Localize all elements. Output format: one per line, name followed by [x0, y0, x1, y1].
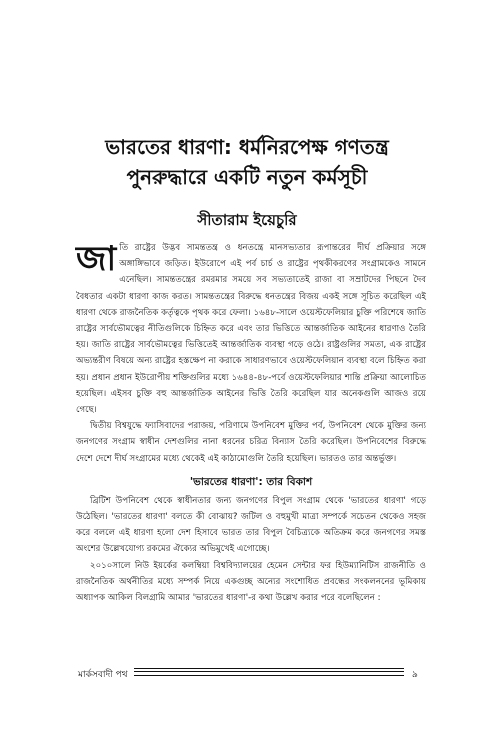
author-name: সীতারাম ইয়েচুরি: [197, 211, 297, 229]
footer-divider: [134, 668, 404, 676]
paragraph-4: ২০১০সালে নিউ ইয়র্কের কলম্বিয়া বিশ্ববিদ্যালয়ের হেমেন সেন্টার ফর হিউম্যানিটিস রাজনীতি ও রাজনৈতিক অর্থনীতির মধ্যে সম্পর্ক নিয়ে একগুচ্ছ অন্যের সংশোধিত প্রবন্ধের সংকলননের ভূমিকায় অধ্যাপক আকিল বিলগ্রামি আমার 'ভারতের ধারণা'-র কথা উল্লেখ করার পরে বলেছিলেন :: [76, 560, 426, 604]
drop-cap: জা: [76, 239, 117, 279]
article-body: [76, 240, 426, 606]
page-number: ৯: [412, 670, 418, 680]
paragraph-3: ব্রিটিশ উপনিবেশ থেকে স্বাধীনতার জন্য জনগণের বিপুল সংগ্রাম থেকে 'ভারতের ধারণা' গড়ে উঠেছিল। 'ভারতের ধারণা' বলতে কী বোঝায়? জটিল ও বহুমুখী মাত্রা সম্পর্কে সচেতন থেকেও সহজ করে বললে এই ধারণা হলো দেশ হিসাবে ভারত তার বিপুল বৈচিত্র্যকে অতিক্রম করে জনগণের সমস্ত অংশের উল্লেখযোগ্য রকমের ঐক্যের অভিমুখেই এগোচ্ছে।: [76, 495, 426, 555]
section-subheading: 'ভারতের ধারণা': তার বিকাশ: [189, 475, 313, 488]
paragraph-1: [76, 240, 426, 418]
footer-publication: মার্কসবাদী পথ: [78, 670, 128, 680]
article-title-line-1: ভারতের ধারণা: ধর্মনিরপেক্ষ গণতন্ত্র: [105, 135, 389, 159]
paragraph-2: দ্বিতীয় বিশ্বযুদ্ধে ফ্যাসিবাদের পরাজয়, পরিণামে উপনিবেশ মুক্তির পর্ব, উপনিবেশ থেকে মুক্তির জন্য জনগণের সংগ্রাম স্বাধীন দেশগুলির নানা ধরনের চরিত্র বিন্যাস তৈরি করেছিল। উপনিবেশের বিরুদ্ধে দেশে দেশে দীর্ঘ সংগ্রামের মধ্যে থেকেই এই কাঠামোগুলি তৈরি হয়েছিল। ভারতও তার অন্তর্ভুক্ত।: [76, 421, 426, 464]
article-title-line-2: পুনরুদ্ধারে একটি নতুন কর্মসূচী: [126, 165, 368, 189]
paragraph-1-text: তি রাষ্ট্রের উদ্ভব সামন্ততন্ত্র ও ধনতন্ত্রে মানসভ্যতার রূপান্তরের দীর্ঘ প্রক্রিয়ার সঙ্গে অঙ্গাঙ্গিভাবে জড়িত। ইউরোপে এই পর্ব চার্চ ও রাষ্ট্রের পৃথকীকরণের সংগ্রামকেও সামনে এনেছিল। সামন্ততন্ত্রের রমরমার সময়ে সব সভ্যতাতেই রাজা বা সম্রাটদের পিছনে দৈব বৈধতার একটা ধারণা কাজ করত। সামন্ততন্ত্রের বিরুদ্ধে ধনতন্ত্রের বিজয় একই সঙ্গে সূচিত করেছিল এই ধারণা থেকে রাজনৈতিক কর্তৃত্বকে পৃথক করে ফেলা। ১৬৪৮-সালে ওয়েস্টফেলিয়ার চুক্তি পরিশেষে জাতি রাষ্ট্রের সার্বভৌমত্বের নীতিগুলিকে চিহ্নিত করে এবং তার ভিত্তিতে আন্তর্জাতিক আইনের ধারণাও তৈরি হয়। জাতি রাষ্ট্রের সার্বভৌমত্বের ভিত্তিতেই আন্তর্জাতিক ব্যবস্থা গড়ে ওঠে। রাষ্ট্রগুলির সমতা, এক রাষ্ট্রের অভ্যন্তরীণ বিষয়ে অন্য রাষ্ট্রের হস্তক্ষেপ না করাকে সাধারণভাবে ওয়েস্টফেলিয়ান ব্যবস্থা বলে চিহ্নিত করা হয়। প্রধান প্রধান ইউরোপীয় শক্তিগুলির মধ্যে ১৬৪৪-৪৮-পর্বে ওয়েস্টফেলিয়ার শান্তি প্রক্রিয়া আলোচিত হয়েছিল। এইসব চুক্তি বহু আন্তর্জাতিক আইনের ভিত্তি তৈরি করেছিল যার অনেকগুলি আজও রয়ে গেছে।: [76, 243, 426, 416]
